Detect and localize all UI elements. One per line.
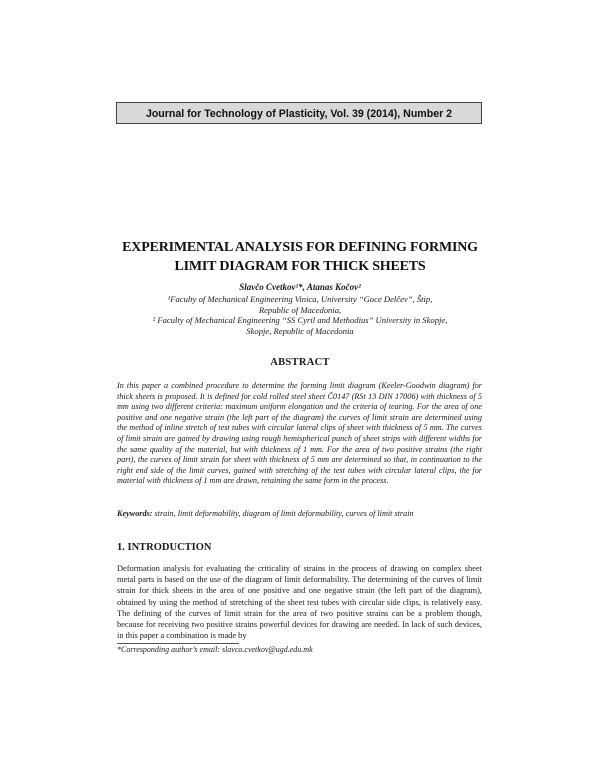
affiliation-1-line-1: ¹Faculty of Mechanical Engineering Vinica, University “Goce Delčev”, Štip, <box>167 294 433 304</box>
paper-title <box>90 238 510 276</box>
abstract-text: In this paper a combined procedure to determine the forming limit diagram (Keeler-Goodwin diagram) for thick sheets is proposed. It is defined for cold rolled steel sheet Č0147 (RSt 13 DIN 17006) with thickness of 5 mm using two different criteria: maximum uniform elongation and the criteria of tearing. For the area of one positive and one negative strain (the left part of the diagram) the curves of limit strain are determined using the method of inline stretch of test tubes with circular lateral clips of sheet with thickness of 5 mm. The curves of limit strain are gained by drawing using rough hemispherical punch of sheet strips with different widths for the same quality of the material, but with thickness of 1 mm. For the area of two positive strains (the right part), the curves of limit strain for sheet with thickness of 5 mm are determined so that, in continuation to the right end side of the limit curves, gained with stretching of the test tubes with circular lateral clips, the for material with thickness of 1 mm are drawn, retaining the same form in the process. <box>117 381 482 486</box>
keywords-text: strain, limit deformability, diagram of limit deformability, curves of limit strain <box>152 509 414 518</box>
affiliation-2-line-1: ² Faculty of Mechanical Engineering “SS Cyril and Methodius” University in Skopje, <box>152 315 448 325</box>
authors: Slavčo Cvetkov¹*, Atanas Kočov² <box>239 282 361 292</box>
title-line-2: LIMIT DIAGRAM FOR THICK SHEETS <box>174 259 426 274</box>
keywords-label: Keywords: <box>117 509 153 518</box>
keywords <box>117 509 482 520</box>
abstract-heading: ABSTRACT <box>270 357 330 368</box>
title-line-1: EXPERIMENTAL ANALYSIS FOR DEFINING FORMING <box>122 240 478 255</box>
footnote-divider <box>117 643 239 644</box>
affiliation-2 <box>100 315 500 337</box>
introduction-text: Deformation analysis for evaluating the criticality of strains in the process of drawing on complex sheet metal parts is based on the use of the diagram of limit deformability. The determining of the curves of limit strain for thick sheets in the area of one positive and one negative strain (the left part of the diagram), obtained by using the method of stretching of the sheet test tubes with circular side clips, is relatively easy. The defining of the curves of limit strain for the area of two positive strains can be a problem though, because for receiving two positive strains powerful devices for drawing are needed. In lack of such devices, in this paper a combination is made by <box>117 564 482 641</box>
section-heading-introduction: 1. INTRODUCTION <box>117 542 212 553</box>
affiliation-1-line-2: Republic of Macedonia, <box>258 305 342 315</box>
affiliation-1 <box>100 294 500 316</box>
journal-header: Journal for Technology of Plasticity, Vol. 39 (2014), Number 2 <box>116 102 482 124</box>
affiliation-2-line-2: Skopje, Republic of Macedonia <box>246 326 354 336</box>
footnote-corresponding-author: *Corresponding author’s email: slavco.cvetkov@ugd.edu.mk <box>117 645 313 654</box>
